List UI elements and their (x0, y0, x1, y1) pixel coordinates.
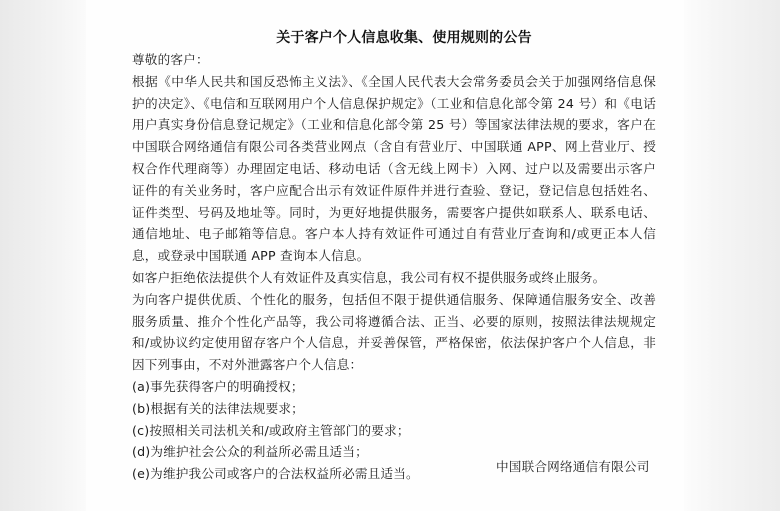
salutation: 尊敬的客户： (132, 52, 209, 67)
scan-left-margin (0, 0, 86, 511)
company-signature: 中国联合网络通信有限公司 (496, 459, 650, 474)
paragraph-legal-basis: 根据《中华人民共和国反恐怖主义法》、《全国人民代表大会常务委员会关于加强网络信息保护的决定》、《电信和互联网用户个人信息保护规定》（工业和信息化部令第 24 号）和《电话用户真实身份信息登记规定》（工业和信息化部令第 25 号）等国家法律法规的要求，客户在中国联合网络通信有限公司各类营业网点（含自有营业厅、中国联通 APP、网上营业厅、授权合作代理商等）办理固定电话、移动电话（含无线上网卡）入网、过户以及需要出示客户证件的有关业务时，客户应配合出示有效证件原件并进行查验、登记，登记信息包括姓名、证件类型、号码及地址等。同时，为更好地提供服务，需要客户提供如联系人、联系电话、通信地址、电子邮箱等信息。客户本人持有效证件可通过自有营业厅查询和/或更正本人信息，或登录中国联通 APP 查询本人信息。 (132, 73, 656, 264)
scan-right-margin (684, 0, 780, 511)
list-item-b: (b)根据有关的法律法规要求； (132, 400, 304, 416)
paragraph-usage: 为向客户提供优质、个性化的服务，包括但不限于提供通信服务、保障通信服务安全、改善服务质量、推介个性化产品等，我公司将遵循合法、正当、必要的原则，按照法律法规规定和/或协议约定使用留存客户个人信息，并妥善保管，严格保密，依法保护客户个人信息，非因下列事由，不对外泄露客户个人信息： (132, 291, 656, 373)
paragraph-refusal: 如客户拒绝依法提供个人有效证件及真实信息，我公司有权不提供服务或终止服务。 (132, 269, 606, 285)
list-item-a: (a)事先获得客户的明确授权； (132, 378, 304, 394)
list-item-e: (e)为维护我公司或客户的合法权益所必需且适当。 (132, 466, 419, 482)
notice-title: 关于客户个人信息收集、使用规则的公告 (276, 30, 532, 46)
list-item-d: (d)为维护社会公众的利益所必需且适当； (132, 444, 368, 460)
notice-body (132, 28, 656, 485)
list-item-c: (c)按照相关司法机关和/或政府主管部门的要求； (132, 422, 410, 438)
